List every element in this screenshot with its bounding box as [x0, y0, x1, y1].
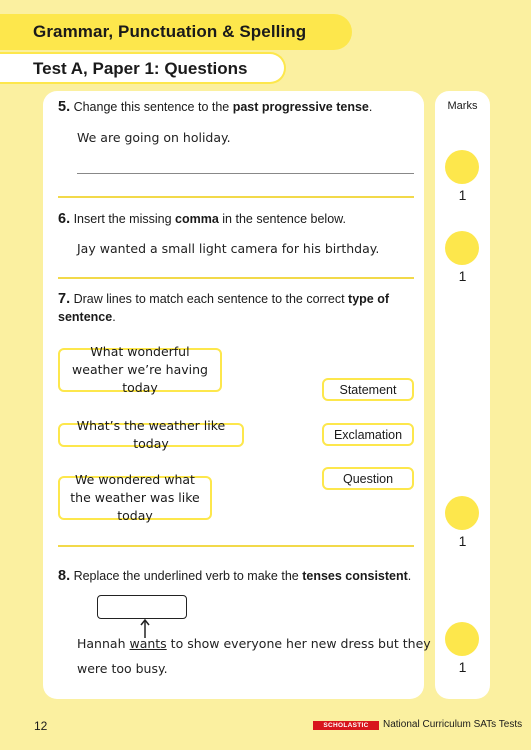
prompt-keyword-2: sentence [58, 310, 113, 324]
mark-value-q6: 1 [458, 268, 467, 284]
question-number: 7. [58, 291, 71, 307]
mark-box-q7[interactable] [445, 496, 479, 530]
mark-box-q6[interactable] [445, 231, 479, 265]
marks-column [435, 91, 490, 699]
publisher-logo: SCHOLASTIC [313, 721, 379, 730]
divider [58, 545, 414, 547]
divider [58, 277, 414, 279]
paper-subtitle: Test A, Paper 1: Questions [33, 59, 248, 78]
page-title: Grammar, Punctuation & Spelling [33, 22, 307, 41]
question-number: 6. [58, 211, 71, 227]
mark-box-q5[interactable] [445, 150, 479, 184]
mark-value-q8: 1 [458, 659, 467, 675]
marks-label: Marks [447, 100, 478, 112]
question-number: 8. [58, 568, 71, 584]
sentence-text: Hannah [77, 636, 130, 651]
mark-value-q7: 1 [458, 533, 467, 549]
prompt-keyword: comma [175, 212, 219, 226]
question-5-sentence: We are going on holiday. [77, 130, 231, 145]
question-8-sentence-line-2: were too busy. [77, 661, 168, 676]
question-7-prompt [58, 290, 414, 326]
question-5-answer-line[interactable] [77, 173, 414, 174]
prompt-text-end: . [112, 310, 116, 324]
prompt-keyword: tenses consistent [302, 569, 408, 583]
prompt-text: Change this sentence to the [73, 100, 233, 114]
question-5-prompt [58, 98, 372, 116]
question-number: 5. [58, 99, 71, 115]
mark-box-q8[interactable] [445, 622, 479, 656]
sentence-box-3[interactable]: We wondered what the weather was like today [58, 476, 212, 520]
sentence-text-end: to show everyone her new dress but they [166, 636, 431, 651]
prompt-text-end: . [407, 569, 412, 583]
question-8-sentence-line-1 [77, 636, 431, 651]
type-box-exclamation[interactable]: Exclamation [322, 423, 414, 446]
prompt-keyword: past progressive tense [232, 100, 369, 114]
sentence-box-2[interactable]: What’s the weather like today [58, 423, 244, 447]
title-banner [0, 14, 352, 50]
answer-box[interactable] [97, 595, 187, 619]
underlined-verb: wants [129, 636, 167, 651]
page-number: 12 [34, 719, 48, 733]
type-box-statement[interactable]: Statement [322, 378, 414, 401]
divider [58, 196, 414, 198]
mark-value-q5: 1 [458, 187, 467, 203]
prompt-text-end: . [368, 100, 373, 114]
sentence-box-1[interactable]: What wonderful weather we’re having today [58, 348, 222, 392]
question-6-sentence[interactable]: Jay wanted a small light camera for his birthday. [77, 241, 380, 256]
question-6-prompt [58, 210, 346, 228]
prompt-text: Draw lines to match each sentence to the correct [73, 292, 349, 306]
prompt-text: Replace the underlined verb to make the [73, 569, 303, 583]
prompt-text-end: in the sentence below. [218, 212, 346, 226]
prompt-keyword: type of [348, 292, 390, 306]
type-box-question[interactable]: Question [322, 467, 414, 490]
prompt-text: Insert the missing [73, 212, 176, 226]
series-name: National Curriculum SATs Tests [383, 719, 523, 730]
subtitle-banner [0, 52, 286, 84]
question-8-prompt [58, 567, 411, 585]
